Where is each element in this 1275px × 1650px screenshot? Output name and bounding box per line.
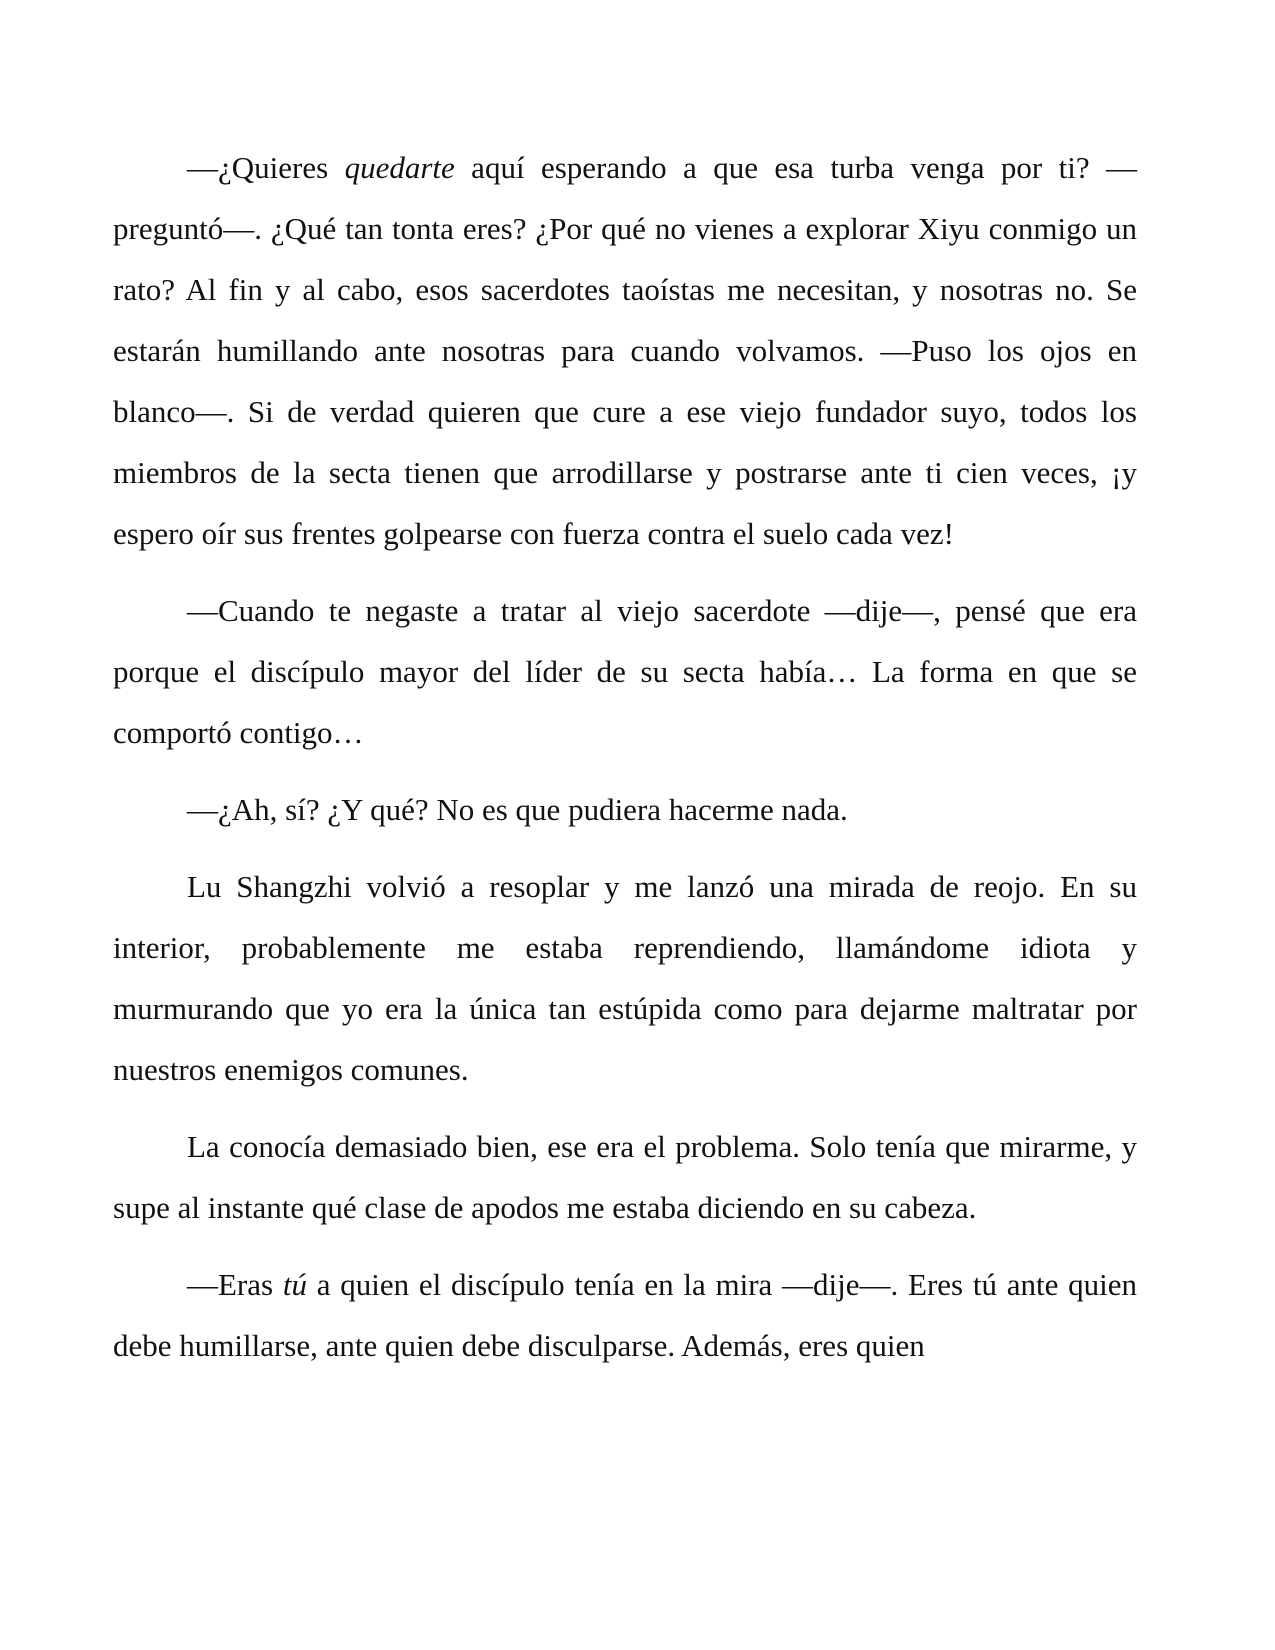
italic-text: quedarte [344, 150, 455, 185]
text-segment: —¿Quieres [187, 150, 345, 185]
paragraph-1 [113, 137, 1137, 564]
paragraph-5 [113, 1116, 1137, 1238]
italic-text: tú [282, 1267, 307, 1302]
paragraph-6 [113, 1254, 1137, 1376]
paragraph-4 [113, 856, 1137, 1100]
text-segment: aquí esperando a que esa turba venga por ti? —preguntó—. ¿Qué tan tonta eres? ¿Por qué no vienes a explorar Xiyu conmigo un rato? Al fin y al cabo, esos sacerdotes taoístas me necesitan, y nosotras no. Se estarán humillando ante nosotras para cuando volvamos. —Puso los ojos en blanco—. Si de verdad quieren que cure a ese viejo fundador suyo, todos los miembros de la secta tienen que arrodillarse y postrarse ante ti cien veces, ¡y espero oír sus frentes golpearse con fuerza contra el suelo cada vez! [113, 150, 1137, 551]
document-page [113, 137, 1137, 1392]
text-segment: La conocía demasiado bien, ese era el problema. Solo tenía que mirarme, y supe al instante qué clase de apodos me estaba diciendo en su cabeza. [113, 1129, 1137, 1225]
paragraph-3 [113, 779, 1137, 840]
text-segment: —Cuando te negaste a tratar al viejo sacerdote —dije—, pensé que era porque el discípulo mayor del líder de su secta había… La forma en que se comportó contigo… [113, 593, 1137, 750]
text-segment: Lu Shangzhi volvió a resoplar y me lanzó una mirada de reojo. En su interior, probablemente me estaba reprendiendo, llamándome idiota y murmurando que yo era la única tan estúpida como para dejarme maltratar por nuestros enemigos comunes. [113, 869, 1137, 1087]
text-segment: —¿Ah, sí? ¿Y qué? No es que pudiera hacerme nada. [187, 792, 848, 827]
text-segment: a quien el discípulo tenía en la mira —dije—. Eres tú ante quien debe humillarse, ante quien debe disculparse. Además, eres quien [113, 1267, 1137, 1363]
text-segment: —Eras [187, 1267, 283, 1302]
paragraph-2 [113, 580, 1137, 763]
